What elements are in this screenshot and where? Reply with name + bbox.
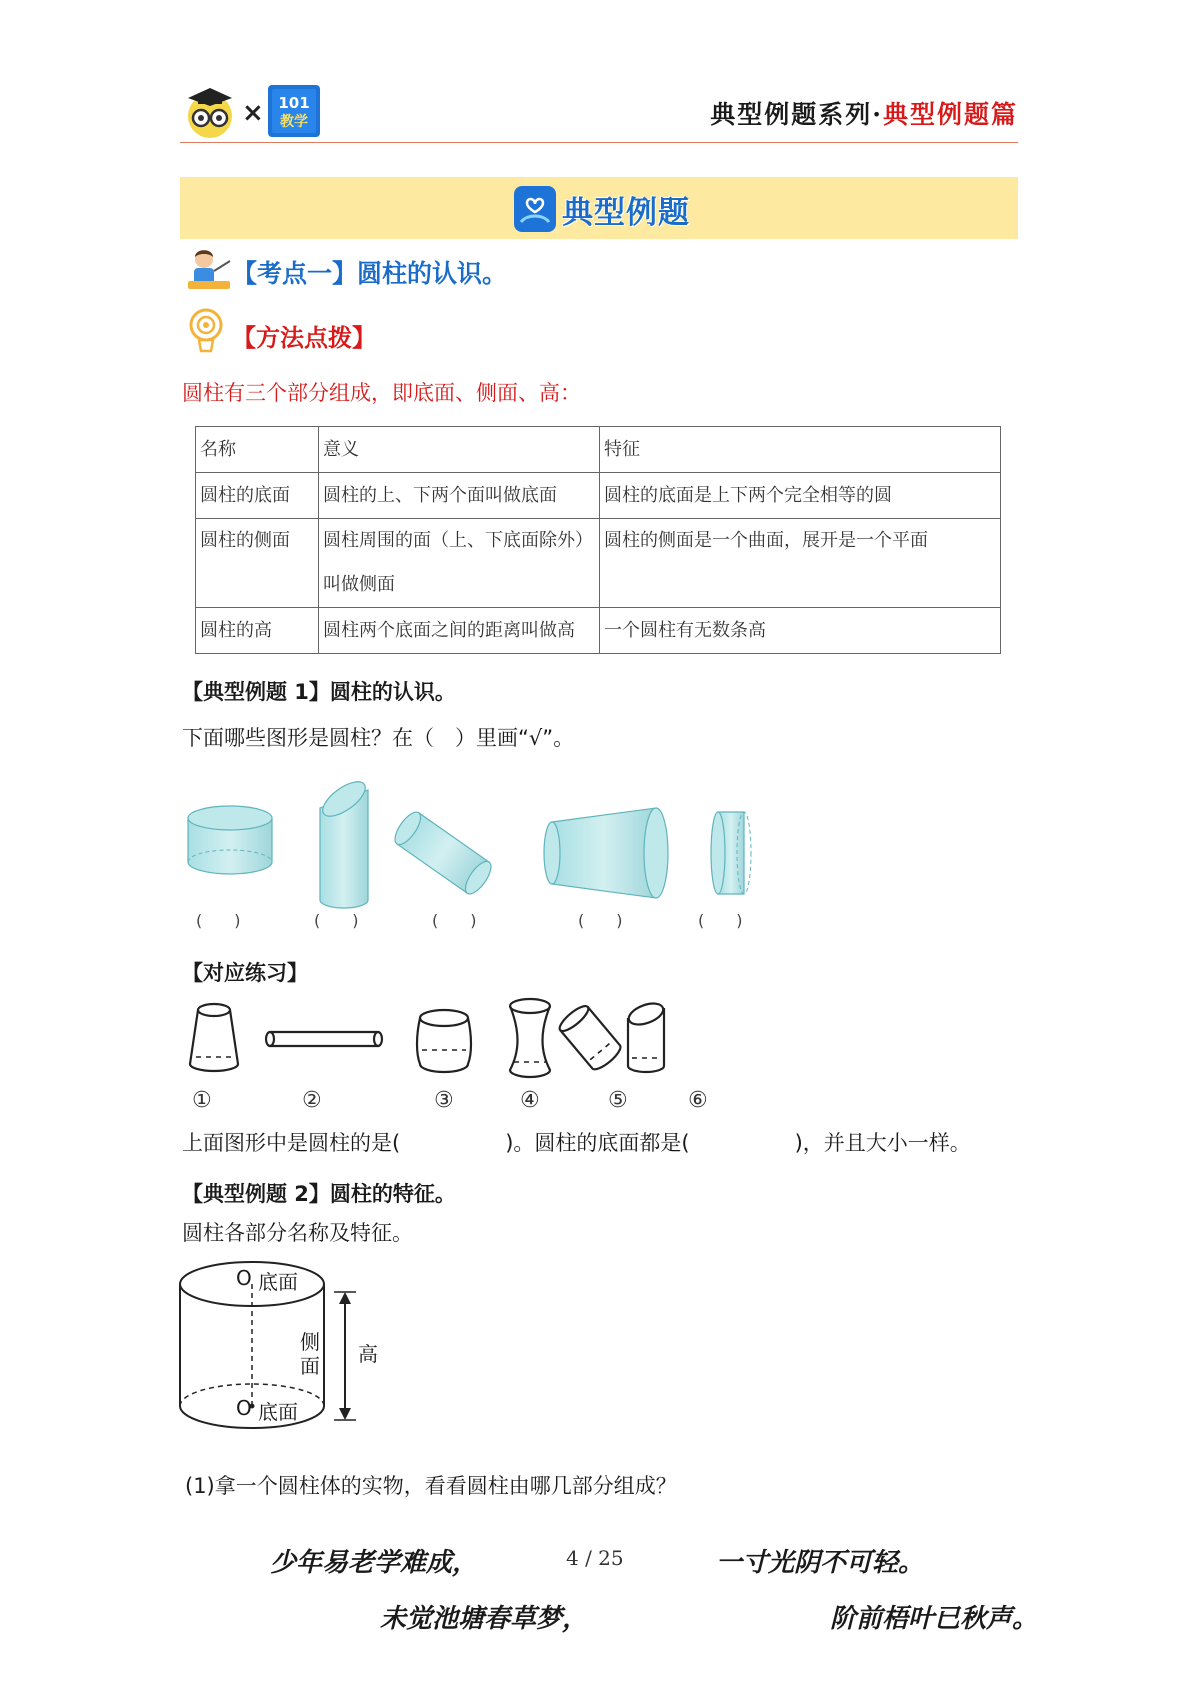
table-cell: 圆柱的侧面 (196, 519, 319, 608)
cylinder-shape-5 (711, 812, 751, 894)
poem-line: 未觉池塘春草梦， (380, 1604, 589, 1634)
table-header: 名称 (196, 427, 319, 473)
sub-question-1: (1)拿一个圆柱体的实物，看看圆柱由哪几部分组成？ (185, 1474, 677, 1498)
table-cell: 一个圆柱有无数条高 (600, 608, 1001, 654)
lightbulb-icon (186, 307, 226, 355)
shape-label: ④ (520, 1088, 540, 1113)
table-cell: 圆柱两个底面之间的距离叫做高 (319, 608, 600, 654)
practice-shape-6 (626, 999, 666, 1072)
heart-badge-icon (512, 184, 558, 234)
practice-shape-4 (510, 999, 550, 1077)
topic-heading: 【考点一】圆柱的认识。 (232, 259, 508, 288)
practice-shape-2 (266, 1032, 382, 1046)
header-title (710, 95, 1018, 131)
answer-slot[interactable]: ( ) (698, 911, 743, 930)
bottom-base-label: 底面 (258, 1400, 298, 1424)
header-title-highlight: 典型例题篇 (882, 100, 1018, 129)
frustum-shape (544, 808, 668, 898)
page-number: 4 / 25 (566, 1546, 624, 1570)
answer-slot[interactable]: ( ) (432, 911, 477, 930)
times-sign: × (242, 98, 264, 128)
practice-shapes-figure (180, 996, 740, 1086)
bottom-center-label: O (236, 1396, 252, 1420)
shape-label: ⑤ (608, 1088, 628, 1113)
header-title-series: 典型例题系列· (710, 100, 883, 129)
method-heading: 【方法点拨】 (232, 324, 376, 352)
answer-slot[interactable]: ( ) (196, 911, 241, 930)
height-label: 高 (358, 1342, 378, 1366)
slanted-cylinder-shape (317, 775, 370, 908)
poem-line: 少年易老学难成， (270, 1548, 479, 1578)
example1-question: 下面哪些图形是圆柱？在（ ）里画“√”。 (182, 726, 575, 750)
table-cell: 圆柱的上、下两个面叫做底面 (319, 473, 600, 519)
table-header: 特征 (600, 427, 1001, 473)
side-label: 侧 面 (300, 1330, 320, 1378)
poem-line: 一寸光阴不可轻。 (716, 1548, 925, 1578)
table-header: 意义 (319, 427, 600, 473)
table-row (196, 473, 1001, 519)
shapes-figure (180, 770, 780, 920)
101-logo (266, 83, 322, 139)
poem-line: 阶前梧叶已秋声。 (830, 1604, 1039, 1634)
practice-shape-1 (190, 1004, 238, 1071)
teacher-icon (184, 245, 234, 295)
table-row (196, 519, 1001, 608)
table-cell: 圆柱的底面是上下两个完全相等的圆 (600, 473, 1001, 519)
cylinder-shape-1 (188, 806, 272, 874)
fill-in-question: 上面图形中是圆柱的是( )。圆柱的底面都是( )，并且大小一样。 (182, 1131, 971, 1155)
practice-title: 【对应练习】 (182, 961, 308, 985)
answer-slot[interactable]: ( ) (314, 911, 359, 930)
practice-shape-3 (417, 1010, 471, 1072)
example2-title: 【典型例题 2】圆柱的特征。 (182, 1182, 456, 1206)
example1-title: 【典型例题 1】圆柱的认识。 (182, 680, 456, 704)
shape-label: ③ (434, 1088, 454, 1113)
answer-slot[interactable]: ( ) (578, 911, 623, 930)
table-header-row (196, 427, 1001, 473)
top-base-label: 底面 (258, 1270, 298, 1294)
cylinder-shape-3 (390, 808, 495, 898)
table-cell: 圆柱周围的面（上、下底面除外）叫做侧面 (319, 519, 600, 608)
svg-text:101: 101 (278, 94, 310, 112)
table-cell: 圆柱的底面 (196, 473, 319, 519)
cylinder-parts-table (195, 426, 1001, 654)
shape-label: ① (192, 1088, 212, 1113)
intro-text: 圆柱有三个部分组成，即底面、侧面、高： (182, 381, 581, 405)
svg-text:教学: 教学 (280, 114, 308, 130)
example2-question: 圆柱各部分名称及特征。 (182, 1221, 413, 1245)
table-row (196, 608, 1001, 654)
banner-title: 典型例题 (562, 195, 690, 231)
owl-logo-icon (182, 84, 238, 140)
top-center-label: O (236, 1266, 252, 1290)
shape-label: ② (302, 1088, 322, 1113)
shape-label: ⑥ (688, 1088, 708, 1113)
table-cell: 圆柱的侧面是一个曲面，展开是一个平面 (600, 519, 1001, 608)
header-divider (180, 142, 1018, 143)
table-cell: 圆柱的高 (196, 608, 319, 654)
practice-shape-5 (556, 1002, 623, 1073)
